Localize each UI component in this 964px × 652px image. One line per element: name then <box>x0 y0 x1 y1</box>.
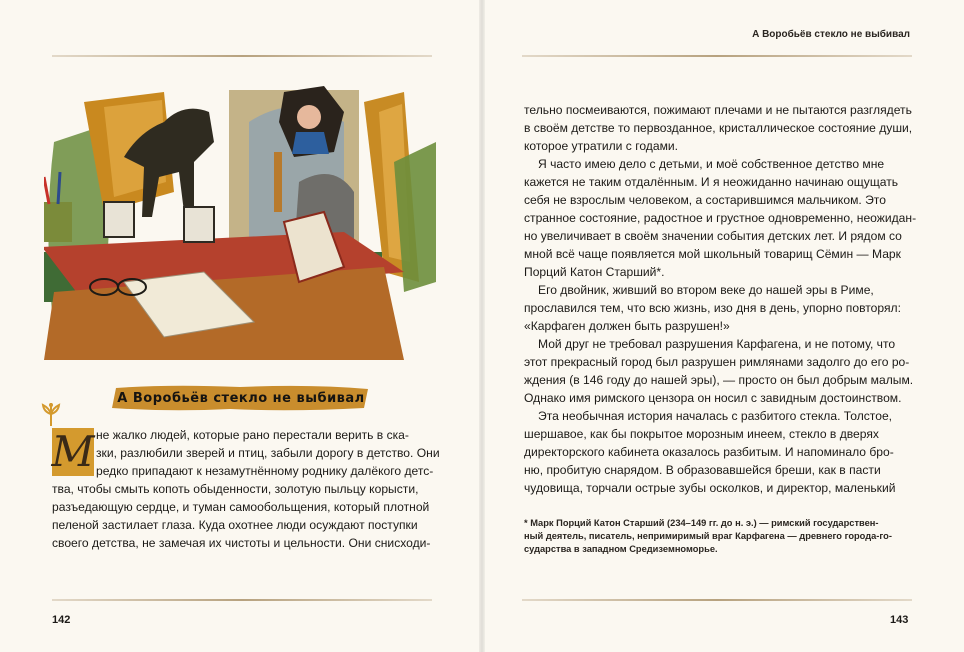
body-line: Мой друг не требовал разрушения Карфагена, и не потому, что <box>538 337 896 351</box>
body-line: тельно посмеиваются, пожимают плечами и не пытаются разглядеть <box>524 103 912 117</box>
flourish-icon <box>40 402 62 428</box>
footnote-line: * Марк Порций Катон Старший (234–149 гг. до н. э.) — римский государствен- <box>524 518 879 528</box>
chapter-title-wrap <box>110 384 372 412</box>
body-line: Его двойник, живший во втором веке до нашей эры в Риме, <box>538 283 874 297</box>
body-line: ждения (в 146 году до нашей эры), — просто он был добрым малым. <box>524 373 914 387</box>
footnote-line: сударства в западном Средиземноморье. <box>524 544 718 554</box>
page-number: 143 <box>890 614 909 626</box>
body-line: шершавое, как бы покрытое морозным инеем, стекло в дверях <box>524 427 879 441</box>
body-line: этот прекрасный город был разрушен римлянами задолго до его ро- <box>524 355 910 369</box>
body-line: тва, чтобы смыть копоть обыденности, золотую пыльцу корысти, <box>52 482 419 496</box>
body-line: себя не взрослым человеком, а состарившимся мальчиком. Это <box>524 193 886 207</box>
body-line: прославился тем, что всю жизнь, изо дня в день, упорно повторял: <box>524 301 901 315</box>
body-line: пеленой застилает глаза. Куда охотнее люди осуждают поступки <box>52 518 418 532</box>
body-line: странное состояние, радостное и грустное одновременно, неожидан- <box>524 211 917 225</box>
body-line: но увеличивает в своём значении события детских лет. И рядом со <box>524 229 902 243</box>
body-line: Порций Катон Старший*. <box>524 265 665 279</box>
body-line: Я часто имею дело с детьми, и моё собственное детство мне <box>538 157 885 171</box>
body-line: мной всё чаще появляется мой школьный товарищ Сёмин — Марк <box>524 247 901 261</box>
body-line: своего детства, не замечая их чистоты и цельности. Они снисходи- <box>52 536 431 550</box>
running-head: А Воробьёв стекло не выбивал <box>752 29 910 40</box>
top-rule <box>522 55 912 57</box>
body-line: директорского кабинета оказалось разбитым. И напоминало бро- <box>524 445 894 459</box>
right-page <box>482 0 964 652</box>
body-line: «Карфаген должен быть разрушен!» <box>524 319 730 333</box>
body-line: зки, разлюбили зверей и птиц, забыли дорогу в детство. Они <box>96 446 440 460</box>
body-line: Однако имя римского цензора он носил с завидным достоинством. <box>524 391 902 405</box>
body-line: редко припадают к незамутнённому роднику далёкого детс- <box>96 464 434 478</box>
page-number: 142 <box>52 614 71 626</box>
body-line: чудовища, торчали острые зубы осколков, и директор, маленький <box>524 481 896 495</box>
top-rule <box>52 55 432 57</box>
body-line: ню, пробитую снарядом. В образовавшейся бреши, как в пасти <box>524 463 881 477</box>
footnote-line: ный деятель, писатель, непримиримый враг Карфагена — древнего города-го- <box>524 531 892 541</box>
body-line: не жалко людей, которые рано перестали верить в ска- <box>96 428 409 442</box>
body-line: которое утратили с годами. <box>524 139 679 153</box>
body-line: Эта необычная история началась с разбитого стекла. Толстое, <box>538 409 893 423</box>
body-line: в своём детстве то первозданное, кристаллическое состояние души, <box>524 121 913 135</box>
drop-cap: М <box>51 427 95 476</box>
body-line: разъедающую сердце, и туман самообольщения, который плотной <box>52 500 430 514</box>
illustration <box>44 82 436 360</box>
bottom-rule <box>522 599 912 601</box>
body-line: кажется не таким отдалённым. И я неожиданно начинаю ощущать <box>524 175 899 189</box>
chapter-title: А Воробьёв стекло не выбивал <box>117 390 365 406</box>
bottom-rule <box>52 599 432 601</box>
